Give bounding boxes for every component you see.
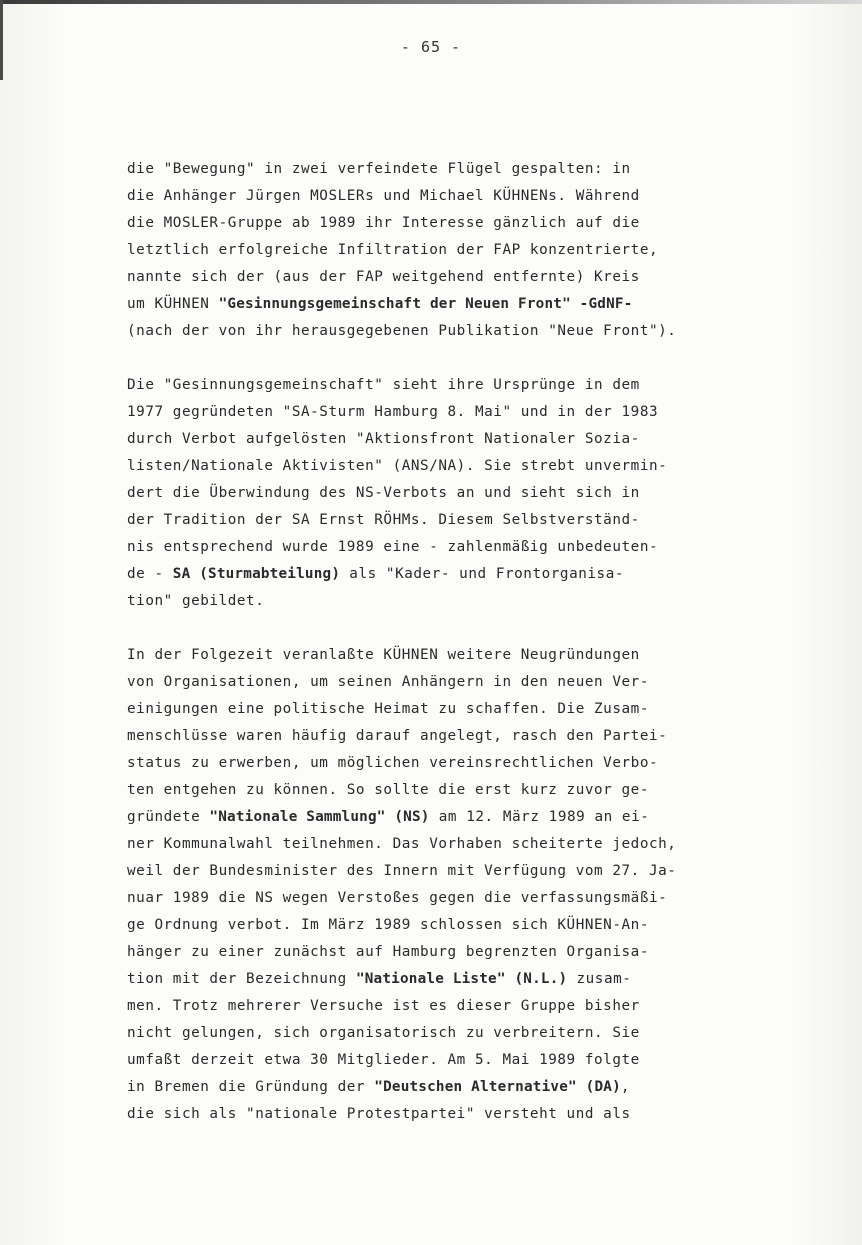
text-line	[127, 399, 777, 426]
text-segment: tion" gebildet.	[127, 593, 265, 609]
bold-term: SA (Sturmabteilung)	[172, 566, 341, 582]
text-line	[127, 1047, 777, 1074]
bold-term: "Deutschen Alternative" (DA)	[374, 1079, 621, 1095]
text-segment: nicht gelungen, sich organisatorisch zu verbreitern. Sie	[127, 1025, 640, 1041]
text-segment: ner Kommunalwahl teilnehmen. Das Vorhaben scheiterte jedoch,	[127, 836, 677, 852]
text-segment: men. Trotz mehrerer Versuche ist es dieser Gruppe bisher	[127, 998, 640, 1014]
text-segment: Die "Gesinnungsgemeinschaft" sieht ihre Ursprünge in dem	[127, 377, 640, 393]
text-line	[127, 804, 777, 831]
text-line	[127, 1020, 777, 1047]
text-segment: zusam-	[567, 971, 632, 987]
text-line	[127, 750, 777, 777]
text-segment: dert die Überwindung des NS-Verbots an und sieht sich in	[127, 485, 640, 501]
text-segment: In der Folgezeit veranlaßte KÜHNEN weitere Neugründungen	[127, 647, 640, 663]
paragraph-3	[127, 642, 777, 1128]
text-line	[127, 1101, 777, 1128]
paragraph-2	[127, 372, 777, 615]
text-segment: listen/Nationale Aktivisten" (ANS/NA). Sie strebt unvermin-	[127, 458, 668, 474]
text-line	[127, 831, 777, 858]
text-line	[127, 264, 777, 291]
text-line	[127, 480, 777, 507]
bold-term: "Gesinnungsgemeinschaft der Neuen Front" -GdNF-	[218, 296, 633, 312]
text-segment: nuar 1989 die NS wegen Verstoßes gegen die verfassungsmäßi-	[127, 890, 668, 906]
text-segment: menschlüsse waren häufig darauf angelegt, rasch den Partei-	[127, 728, 668, 744]
text-segment: letztlich erfolgreiche Infiltration der FAP konzentrierte,	[127, 242, 659, 258]
page-number: - 65 -	[400, 38, 462, 56]
bold-term: "Nationale Sammlung" (NS)	[209, 809, 430, 825]
text-segment: umfaßt derzeit etwa 30 Mitglieder. Am 5. Mai 1989 folgte	[127, 1052, 640, 1068]
text-segment: nis entsprechend wurde 1989 eine - zahlenmäßig unbedeuten-	[127, 539, 659, 555]
text-segment: von Organisationen, um seinen Anhängern in den neuen Ver-	[127, 674, 649, 690]
text-segment: ten entgehen zu können. So sollte die erst kurz zuvor ge-	[127, 782, 649, 798]
scan-edge-top	[0, 0, 862, 4]
text-segment: die MOSLER-Gruppe ab 1989 ihr Interesse gänzlich auf die	[127, 215, 640, 231]
text-segment: weil der Bundesminister des Innern mit Verfügung vom 27. Ja-	[127, 863, 677, 879]
paragraph-1	[127, 156, 777, 345]
text-segment: ,	[620, 1079, 631, 1095]
text-line	[127, 696, 777, 723]
text-line	[127, 993, 777, 1020]
text-line	[127, 588, 777, 615]
text-segment: 1977 gegründeten "SA-Sturm Hamburg 8. Mai" und in der 1983	[127, 404, 659, 420]
text-segment: de -	[127, 566, 173, 582]
text-segment: (nach der von ihr herausgegebenen Publikation "Neue Front").	[127, 323, 677, 339]
text-line	[127, 210, 777, 237]
text-line	[127, 561, 777, 588]
text-segment: nannte sich der (aus der FAP weitgehend entfernte) Kreis	[127, 269, 640, 285]
text-segment: ge Ordnung verbot. Im März 1989 schlossen sich KÜHNEN-An-	[127, 917, 649, 933]
text-line	[127, 183, 777, 210]
text-line	[127, 318, 777, 345]
text-segment: die Anhänger Jürgen MOSLERs und Michael KÜHNENs. Während	[127, 188, 640, 204]
text-line	[127, 642, 777, 669]
body-text	[127, 156, 777, 1155]
text-segment: durch Verbot aufgelösten "Aktionsfront Nationaler Sozia-	[127, 431, 640, 447]
text-line	[127, 885, 777, 912]
text-segment: tion mit der Bezeichnung	[127, 971, 356, 987]
text-segment: als "Kader- und Frontorganisa-	[340, 566, 625, 582]
text-segment: status zu erwerben, um möglichen vereinsrechtlichen Verbo-	[127, 755, 659, 771]
text-line	[127, 723, 777, 750]
text-line	[127, 507, 777, 534]
text-line	[127, 939, 777, 966]
text-segment: gründete	[127, 809, 210, 825]
text-line	[127, 372, 777, 399]
text-segment: in Bremen die Gründung der	[127, 1079, 375, 1095]
text-line	[127, 291, 777, 318]
text-line	[127, 1074, 777, 1101]
text-line	[127, 237, 777, 264]
text-line	[127, 966, 777, 993]
text-segment: hänger zu einer zunächst auf Hamburg begrenzten Organisa-	[127, 944, 649, 960]
text-segment: am 12. März 1989 an ei-	[429, 809, 650, 825]
text-segment: einigungen eine politische Heimat zu schaffen. Die Zusam-	[127, 701, 649, 717]
text-line	[127, 156, 777, 183]
text-line	[127, 912, 777, 939]
bold-term: "Nationale Liste" (N.L.)	[355, 971, 568, 987]
text-line	[127, 777, 777, 804]
text-line	[127, 858, 777, 885]
text-line	[127, 669, 777, 696]
text-segment: der Tradition der SA Ernst RÖHMs. Diesem Selbstverständ-	[127, 512, 640, 528]
text-segment: um KÜHNEN	[127, 296, 219, 312]
text-segment: die "Bewegung" in zwei verfeindete Flügel gespalten: in	[127, 161, 631, 177]
text-line	[127, 453, 777, 480]
text-line	[127, 426, 777, 453]
text-segment: die sich als "nationale Protestpartei" versteht und als	[127, 1106, 631, 1122]
text-line	[127, 534, 777, 561]
